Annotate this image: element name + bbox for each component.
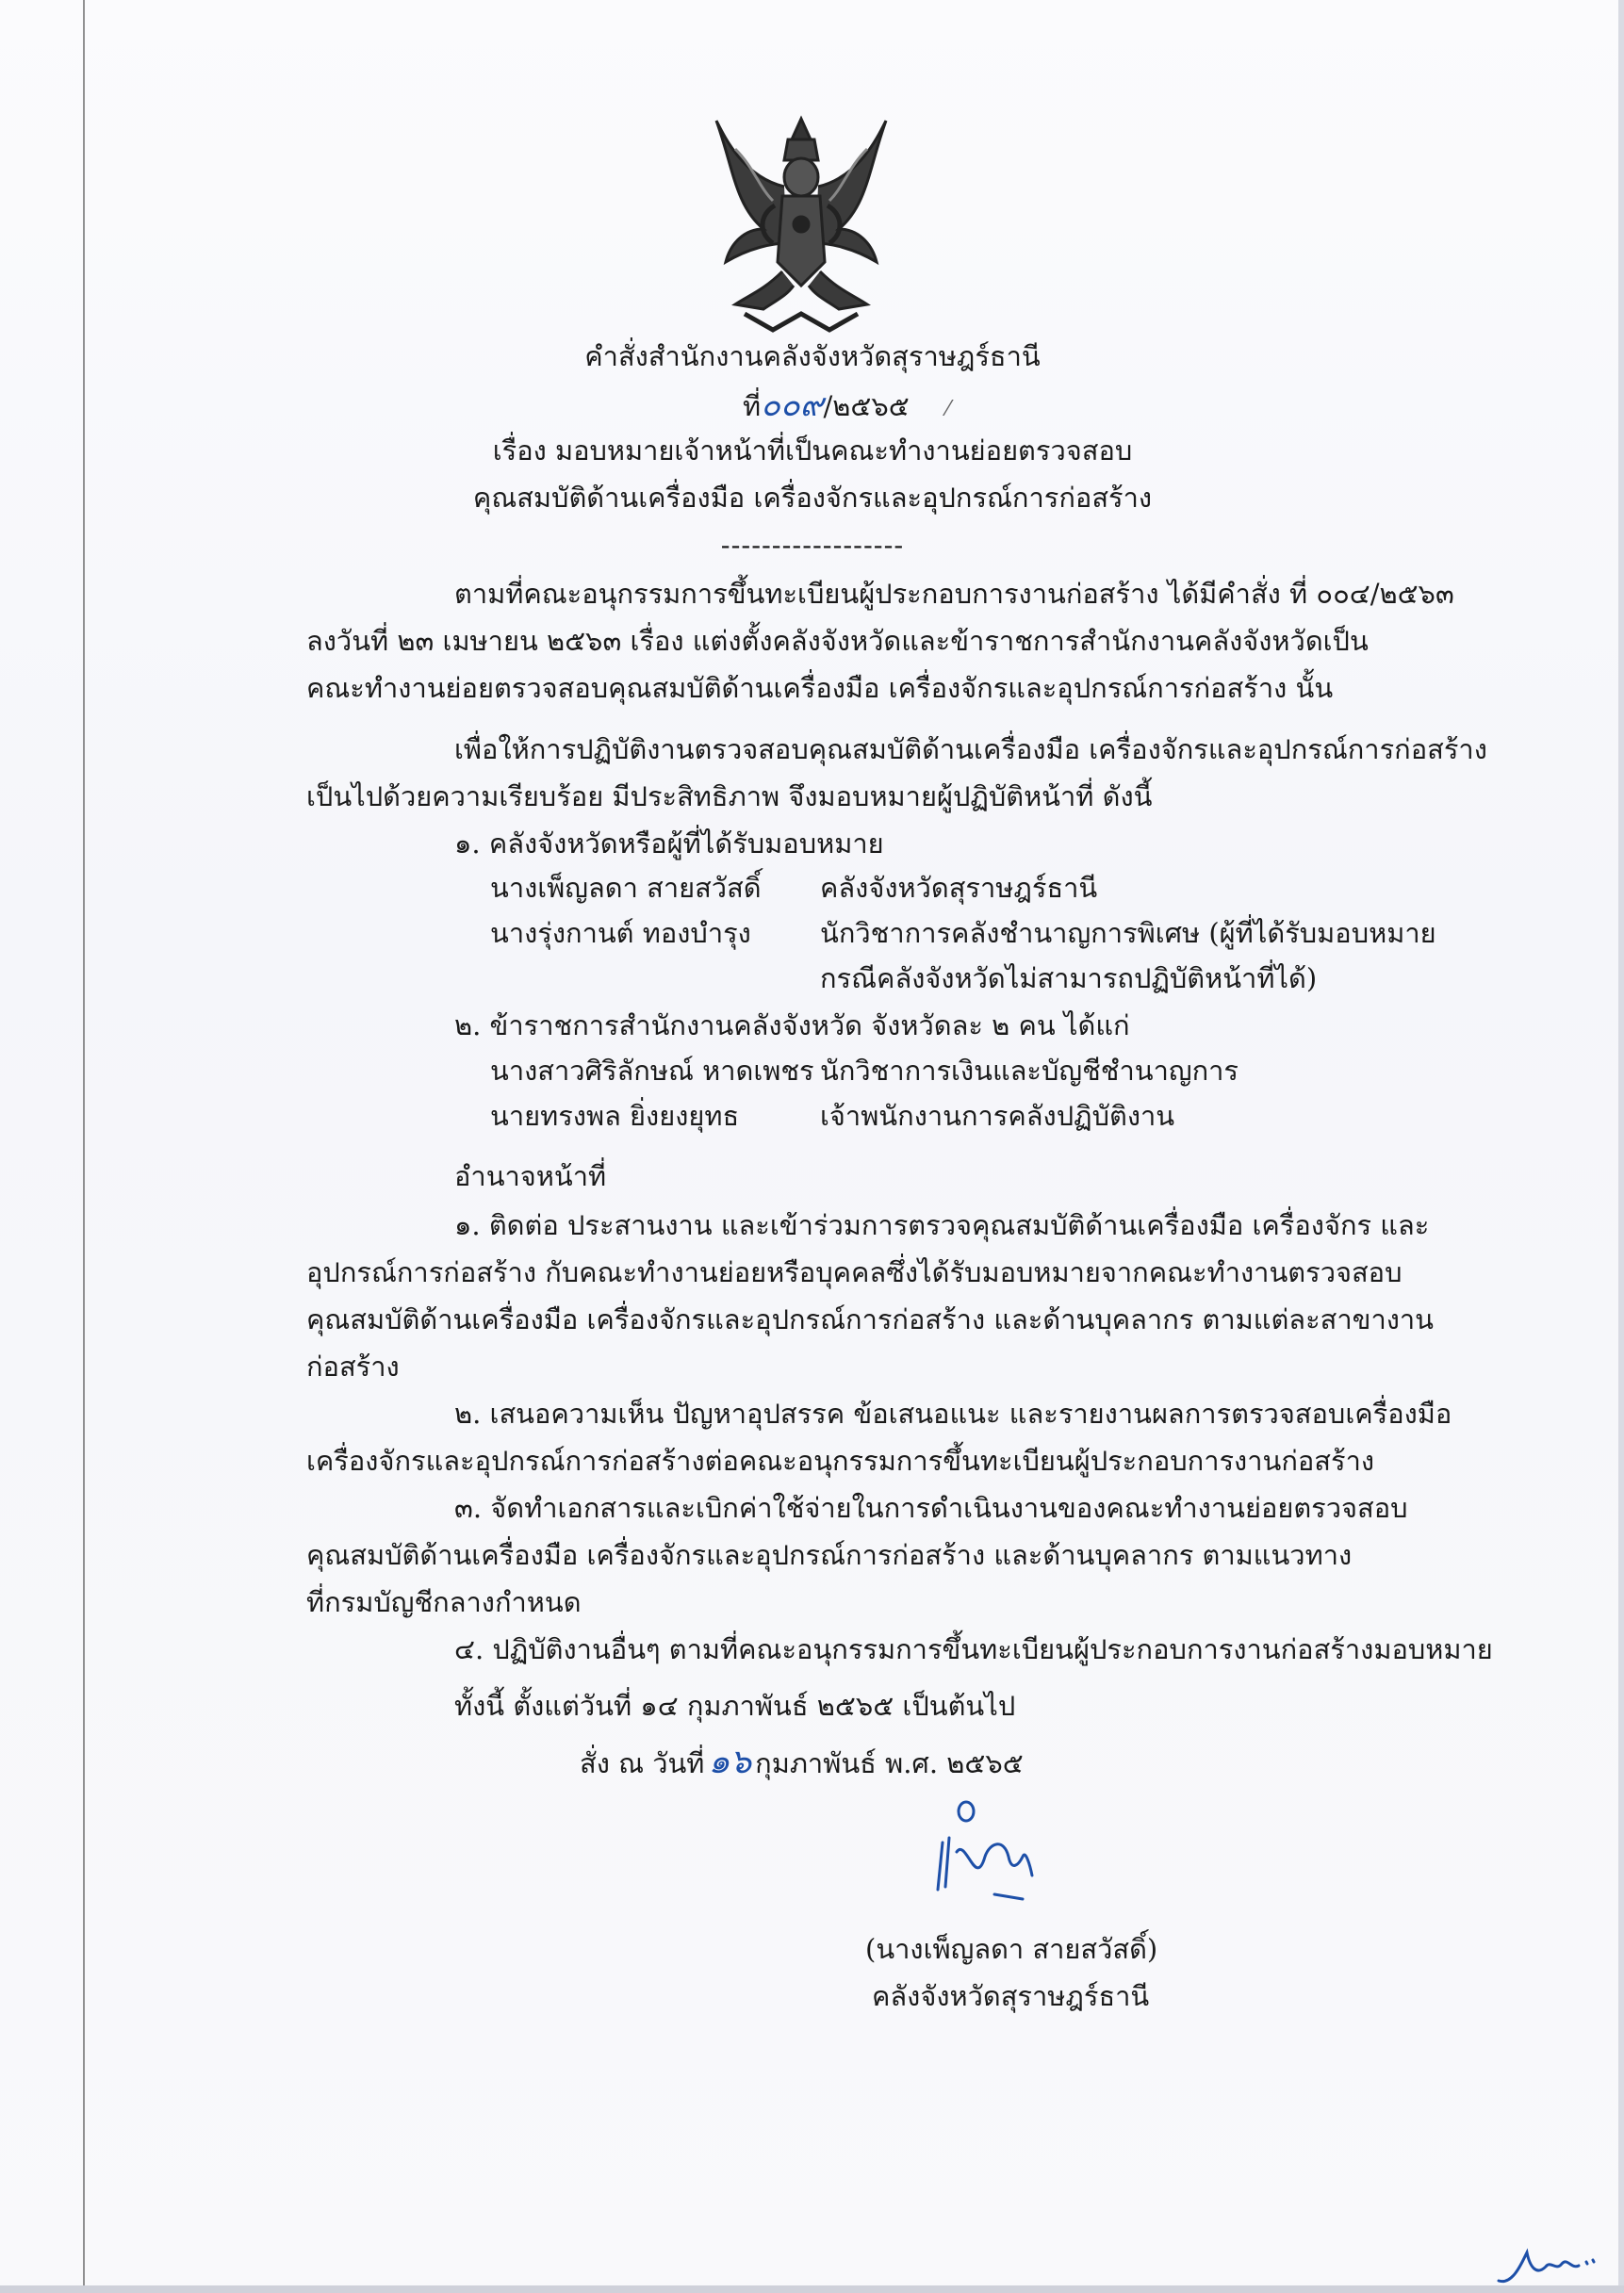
para2-line-1: เพื่อให้การปฏิบัติงานตรวจสอบคุณสมบัติด้านเครื่องมือ เครื่องจักรและอุปกรณ์การก่อสร้าง [454, 733, 1487, 765]
signer-name: (นางเพ็ญลดา สายสวัสดิ์) [865, 1933, 1158, 1965]
initials-mark [1494, 2243, 1598, 2290]
subject-line-2: คุณสมบัติด้านเครื่องมือ เครื่องจักรและอุปกรณ์การก่อสร้าง [472, 482, 1153, 514]
duty3-line-1: ๓. จัดทำเอกสารและเบิกค่าใช้จ่ายในการดำเนินงานของคณะทำงานย่อยตรวจสอบ [454, 1492, 1408, 1524]
group1-member-position-cont: กรณีคลังจังหวัดไม่สามารถปฏิบัติหน้าที่ได้) [820, 962, 1318, 994]
duty1-line-2: อุปกรณ์การก่อสร้าง กับคณะทำงานย่อยหรือบุคคลซึ่งได้รับมอบหมายจากคณะทำงานตรวจสอบ [306, 1256, 1403, 1288]
para1-line-1: ตามที่คณะอนุกรรมการขึ้นทะเบียนผู้ประกอบการงานก่อสร้าง ได้มีคำสั่ง ที่ ๐๐๔/๒๕๖๓ [454, 578, 1454, 610]
group2-member-name: นายทรงพล ยิ่งยงยุทธ [490, 1100, 740, 1132]
para1-line-2: ลงวันที่ ๒๓ เมษายน ๒๕๖๓ เรื่อง แต่งตั้งคลังจังหวัดและข้าราชการสำนักงานคลังจังหวัดเป็น [306, 625, 1369, 657]
order-date [580, 1744, 1024, 1782]
order-number-suffix: /๒๕๖๕ [823, 390, 910, 422]
order-number [743, 386, 950, 429]
scan-edge [83, 0, 85, 2293]
duty3-line-3: ที่กรมบัญชีกลางกำหนด [306, 1586, 582, 1618]
group1-member-name: นางเพ็ญลดา สายสวัสดิ์ [490, 872, 762, 904]
garuda-emblem-icon [707, 111, 895, 337]
group2-member-position: นักวิชาการเงินและบัญชีชำนาญการ [820, 1055, 1239, 1087]
order-heading: คำสั่งสำนักงานคลังจังหวัดสุราษฎร์ธานี [584, 340, 1041, 372]
signer-title: คลังจังหวัดสุราษฎร์ธานี [872, 1980, 1150, 2012]
group2-member-position: เจ้าพนักงานการคลังปฏิบัติงาน [820, 1100, 1175, 1132]
group1-member-name: นางรุ่งกานต์ ทองบำรุง [490, 917, 751, 949]
para1-line-3: คณะทำงานย่อยตรวจสอบคุณสมบัติด้านเครื่องมือ เครื่องจักรและอุปกรณ์การก่อสร้าง นั้น [306, 672, 1334, 704]
duty3-line-2: คุณสมบัติด้านเครื่องมือ เครื่องจักรและอุปกรณ์การก่อสร้าง และด้านบุคลากร ตามแนวทาง [306, 1539, 1353, 1571]
duties-title: อำนาจหน้าที่ [454, 1160, 607, 1192]
duty2-line-1: ๒. เสนอความเห็น ปัญหาอุปสรรค ข้อเสนอแนะ และรายงานผลการตรวจสอบเครื่องมือ [454, 1398, 1452, 1430]
group2-title: ๒. ข้าราชการสำนักงานคลังจังหวัด จังหวัดละ ๒ คน ได้แก่ [454, 1009, 1130, 1041]
order-number-handwritten: ๐๐๙ [761, 386, 824, 424]
order-number-prefix: ที่ [743, 390, 762, 422]
divider: ------------------ [720, 529, 905, 561]
subject-line-1: เรื่อง มอบหมายเจ้าหน้าที่เป็นคณะทำงานย่อยตรวจสอบ [492, 434, 1133, 467]
group1-title: ๑. คลังจังหวัดหรือผู้ที่ได้รับมอบหมาย [454, 827, 884, 860]
duty4-line-1: ๔. ปฏิบัติงานอื่นๆ ตามที่คณะอนุกรรมการขึ้นทะเบียนผู้ประกอบการงานก่อสร้างมอบหมาย [454, 1633, 1493, 1665]
order-date-handwritten: ๑๖ [708, 1743, 752, 1781]
signature-mark [900, 1800, 1042, 1913]
effective-date: ทั้งนี้ ตั้งแต่วันที่ ๑๔ กุมภาพันธ์ ๒๕๖๕ เป็นต้นไป [454, 1690, 1016, 1722]
check-mark-icon: ⁄ [945, 398, 950, 421]
order-date-suffix: กุมภาพันธ์ พ.ศ. ๒๕๖๕ [755, 1747, 1024, 1779]
order-date-prefix: สั่ง ณ วันที่ [580, 1747, 705, 1779]
duty2-line-2: เครื่องจักรและอุปกรณ์การก่อสร้างต่อคณะอนุกรรมการขึ้นทะเบียนผู้ประกอบการงานก่อสร้าง [306, 1445, 1375, 1477]
scan-edge [1618, 0, 1624, 2293]
scan-edge [0, 2285, 1624, 2293]
group1-member-position: นักวิชาการคลังชำนาญการพิเศษ (ผู้ที่ได้รับมอบหมาย [820, 917, 1436, 949]
para2-line-2: เป็นไปด้วยความเรียบร้อย มีประสิทธิภาพ จึงมอบหมายผู้ปฏิบัติหน้าที่ ดังนี้ [306, 780, 1153, 812]
duty1-line-1: ๑. ติดต่อ ประสานงาน และเข้าร่วมการตรวจคุณสมบัติด้านเครื่องมือ เครื่องจักร และ [454, 1209, 1430, 1241]
group1-member-position: คลังจังหวัดสุราษฎร์ธานี [820, 872, 1098, 904]
group2-member-name: นางสาวศิริลักษณ์ หาดเพชร [490, 1055, 814, 1087]
duty1-line-4: ก่อสร้าง [306, 1351, 400, 1383]
duty1-line-3: คุณสมบัติด้านเครื่องมือ เครื่องจักรและอุปกรณ์การก่อสร้าง และด้านบุคลากร ตามแต่ละสาขางาน [306, 1303, 1435, 1335]
